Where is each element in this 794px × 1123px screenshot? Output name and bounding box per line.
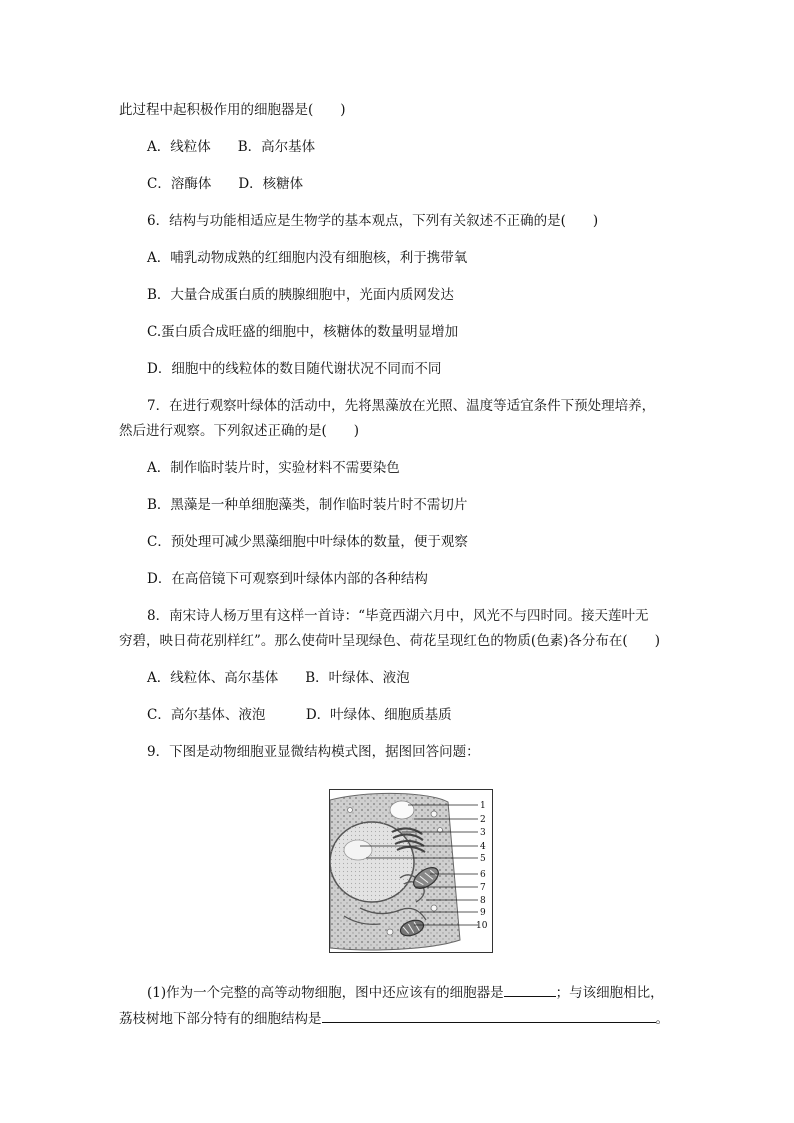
q9-stem: 9．下图是动物细胞亚显微结构模式图，据图回答问题：	[147, 744, 480, 760]
q8-options-ab: A．线粒体、高尔基体 B．叶绿体、液泡	[147, 670, 410, 686]
label-10: 10	[476, 921, 488, 931]
answer-blank-organelle[interactable]	[504, 982, 556, 997]
label-3: 3	[480, 828, 486, 838]
q6-option-b: B．大量合成蛋白质的胰腺细胞中，光面内质网发达	[147, 287, 454, 303]
label-1: 1	[480, 801, 486, 811]
label-6: 6	[480, 870, 486, 880]
label-9: 9	[480, 908, 486, 918]
q9-sub1-part2: ；与该细胞相比，	[555, 985, 664, 1001]
label-7: 7	[480, 883, 486, 893]
nucleolus	[344, 840, 372, 860]
q6-option-d: D．细胞中的线粒体的数目随代谢状况不同而不同	[147, 361, 442, 377]
q9-sub1-line2	[119, 1008, 669, 1029]
q7-option-d: D．在高倍镜下可观察到叶绿体内部的各种结构	[147, 571, 428, 587]
q9-sub1-line1	[147, 982, 664, 1003]
q6-stem: 6．结构与功能相适应是生物学的基本观点，下列有关叙述不正确的是( )	[147, 213, 599, 229]
label-8: 8	[480, 896, 486, 906]
q8-stem-line1: 8．南宋诗人杨万里有这样一首诗：“毕竟西湖六月中，风光不与四时同。接天莲叶无	[147, 608, 649, 624]
q9-sub1-part4: 。	[655, 1011, 669, 1027]
q5-options-cd: C．溶酶体 D．核糖体	[147, 176, 304, 192]
label-4: 4	[480, 842, 486, 852]
q7-stem-line2: 然后进行观察。下列叙述正确的是( )	[119, 423, 360, 439]
q5-tail: 此过程中起积极作用的细胞器是( )	[119, 102, 346, 118]
q7-stem-line1: 7．在进行观察叶绿体的活动中，先将黑藻放在光照、温度等适宜条件下预处理培养，	[147, 398, 656, 414]
q6-option-a: A．哺乳动物成熟的红细胞内没有细胞核，利于携带氧	[147, 250, 468, 266]
q7-option-c: C．预处理可减少黑藻细胞中叶绿体的数量，便于观察	[147, 534, 468, 550]
q9-sub1-part3: 荔枝树地下部分特有的细胞结构是	[119, 1011, 322, 1027]
q6-option-c: C.蛋白质合成旺盛的细胞中，核糖体的数量明显增加	[147, 324, 459, 340]
q5-options-ab: A．线粒体 B．高尔基体	[147, 139, 316, 155]
q7-option-a: A．制作临时装片时，实验材料不需要染色	[147, 460, 400, 476]
q8-stem-line2: 穷碧，映日荷花别样红”。那么使荷叶呈现绿色、荷花呈现红色的物质(色素)各分布在( )	[119, 633, 660, 649]
answer-blank-structure[interactable]	[322, 1008, 656, 1023]
q9-sub1-part1: (1)作为一个完整的高等动物细胞，图中还应该有的细胞器是	[147, 985, 504, 1001]
centrosome	[390, 801, 414, 819]
label-2: 2	[480, 815, 486, 825]
q8-options-cd: C．高尔基体、液泡 D．叶绿体、细胞质基质	[147, 707, 452, 723]
animal-cell-diagram	[329, 789, 493, 953]
label-5: 5	[480, 854, 486, 864]
q7-option-b: B．黑藻是一种单细胞藻类，制作临时装片时不需切片	[147, 497, 468, 513]
